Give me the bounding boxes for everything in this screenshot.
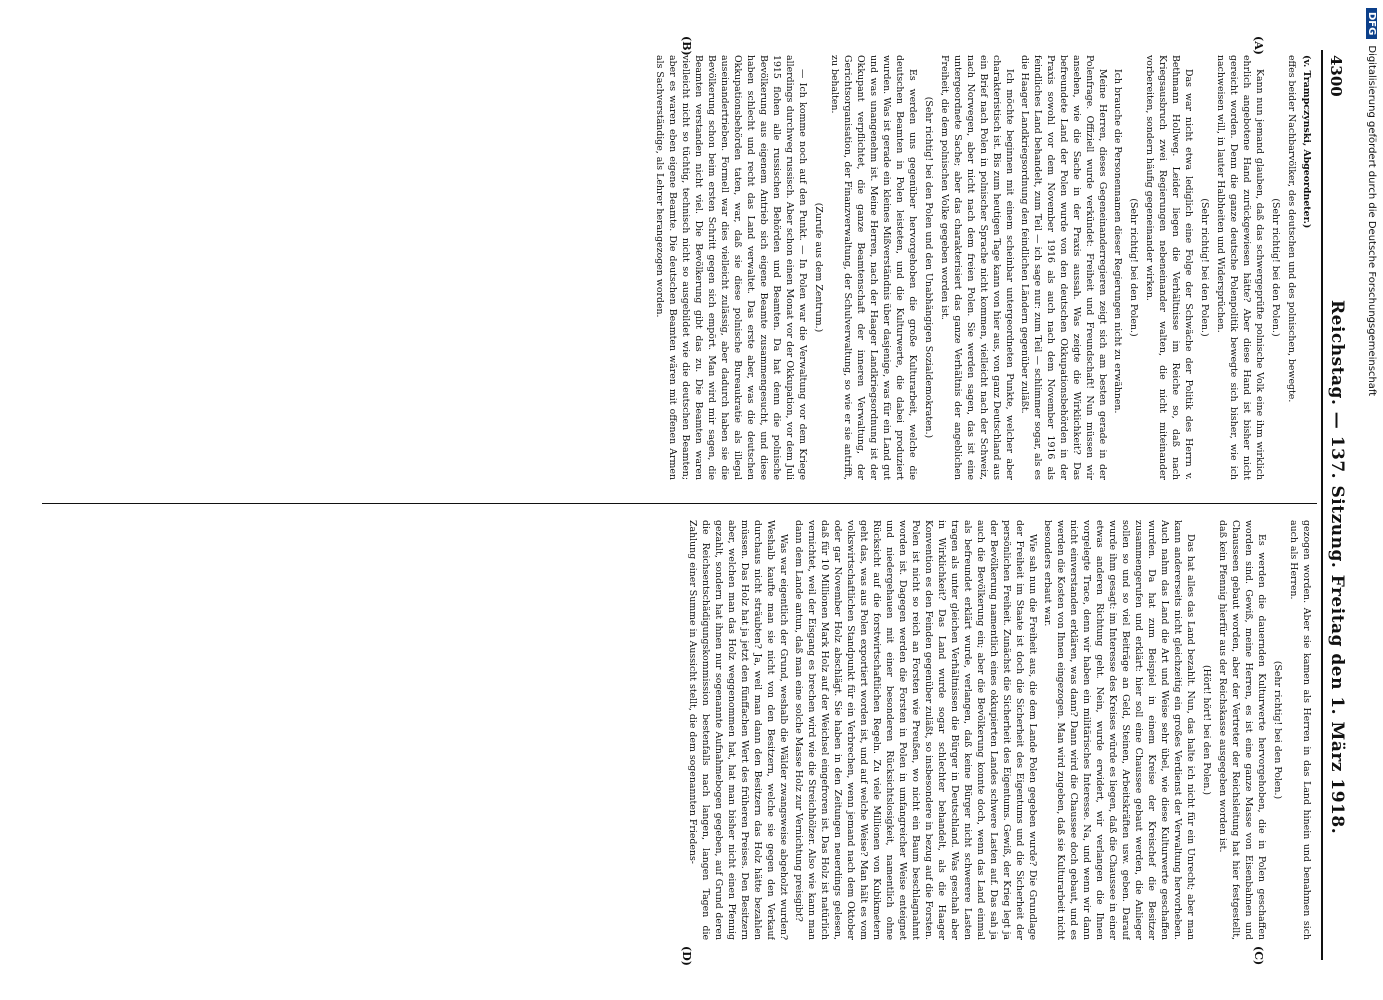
page-number: 4300 — [1327, 55, 1345, 97]
paragraph: Das war nicht etwa lediglich eine Folge der Schwäche der Politik des Herrn v. Bethmann Hollweg. Leider liegen die Verhältnisse im Reiche so, daß nach Kriegsausbruch zwei Regierungen nebeneinander walten, die nicht miteinander vorbereiten, sondern häufig gegeneinander wirken. — [1144, 55, 1194, 480]
digitization-credit: Digitalisierung gefördert durch die Deutsche Forschungsgemeinschaft — [1366, 45, 1377, 397]
margin-mark-c: (C) — [1252, 946, 1265, 966]
left-column — [48, 55, 1313, 480]
margin-mark-a: (A) — [1252, 36, 1265, 55]
running-title: Reichstag. — 137. Sitzung. Freitag den 1. März 1918. — [1327, 300, 1347, 835]
right-column — [48, 520, 1313, 940]
interjection: (Sehr richtig! bei den Polen und den Unabhängigen Sozialdemokraten.) — [923, 96, 934, 439]
paragraph: Wie sah nun die Freiheit aus, die dem Lande Polen gegeben wurde? Die Grundlage der Freiheit im Staate ist doch die Sicherheit des Eigentums und die Sicherheit der persönlichen Freiheit. Zunächst die Sicherheit des Eigentums. Gewiß, der Krieg legt ja der Bevölkerung namentlich eines okkupierten Landes schwere Lasten auf. Das sah ja auch die Bevölkerung ein; aber die Bevölkerung konnte doch, wenn das Land einmal als befreundet erklärt wurde, verlangen, daß keine Bürger nicht schwerere Lasten tragen als unter gleichen Verhältnissen die Bürger in Deutschland. Was geschah aber in Wirklichkeit? Das Land wurde sogar schlechter behandelt, als die Haager Konvention es den Feinden gegenüber zuläßt, so insbesondere in bezug auf die Forsten. Polen ist nicht so reich an Forsten wie Preußen, wo nicht ein Baum beschlagnahmt worden ist. Dagegen werden die Forsten in Polen in umfangreicher Weise enteignet und niedergehauen mit einer besonderen Rücksichtslosigkeit, namentlich ohne Rücksicht auf die forstwirtschaftlichen Regeln. Zu viele Millionen von Kubikmetern geht das, was aus Polen exportiert worden ist, und auf welche Weise? Man hält es vom volkswirtschaftlichen Standpunkt für ein Verbrechen, wenn jemand nach dem Oktober oder gar November Holz abschlägt. Sie haben in den Zeitungen neuerdings gelesen, daß für 10 Millionen Mark Holz auf der Weichsel eingefroren ist. Das Holz ist natürlich vernichtet, weil der Eisgang es brechen wird wie die Streichhölzer. Also wie kann man dann dem Lande antun, daß man eine solche Masse Holz zur Vernichtung preisgibt? — [793, 520, 1038, 940]
paragraph: Was war eigentlich der Grund, weshalb die Wälder zwangsweise abgeholzt wurden? Weshalb kaufte man sie nicht von den Besitzern, welche sie gegen den Verkauf durchaus nicht sträubten? Ja, weil man dann den Besitzern das Holz hätte bezahlen müssen. Das Holz hat ja jetzt den fünffachen Wert des früheren Preises. Den Besitzern aber, welchen man das Holz weggenommen hat, hat man bisher nicht einen Pfennig gezahlt, sondern hat ihnen nur sogenannte Aufnahmebogen gegeben, auf Grund deren die Reichsentschädigungskommission bestenfalls nach langen, langen Tagen die Zahlung einer Summe in Aussicht stellt, die dem sogenannten Friedens- — [687, 520, 789, 940]
interjection: (Sehr richtig! bei den Polen.) — [1270, 198, 1281, 337]
interjection: (Sehr richtig! bei den Polen.) — [1128, 198, 1139, 337]
paragraph: Meine Herren, dieses Gegeneinanderregieren zeigt sich am besten gerade in der Polenfrage. Offiziell wurde verkündet: Freiheit und Freundschaft! Nun müssen wir ansehen, wie die Sache in der Praxis aussah. Was zeigte die Wirklichkeit? Das befreundete Land der Polen wurde von den deutschen Okkupationsbehörden in der Praxis sowohl vor dem November 1916 als auch nach dem November 1916 als feindliches Land behandelt, zum Teil — ich sage nur: zum Teil — schlimmer sogar, als es die Haager Landkriegsordnung den feindlichen Ländern gegenüber zuläßt. — [1019, 55, 1108, 480]
digitization-note — [1361, 8, 1381, 988]
paragraph: Kann nun jemand glauben, daß das schwergeprüfte polnische Volk eine ihm wirklich ehrlich angebotene Hand zurückgewiesen hätte? Aber diese Hand ist bisher nicht gereicht worden. Denn die ganze deutsche Polenpolitik bewegte sich bisher, wie ich nachweisen will, in lauter Halbheiten und Widersprüchen. — [1215, 55, 1265, 480]
margin-mark-b: (B) — [680, 36, 693, 56]
paragraph: Es werden uns gegenüber hervorgehoben die große Kulturarbeit, welche die deutschen Beamten in Polen leisteten, und die Kulturwerte, die dabei produziert wurden. Was ist gerade ein kleines Mißverständnis über dasjenige, was für ein Land gut und was unangenehm ist. Meine Herren, nach der Haager Landkriegsordnung ist der Okkupant verpflichtet, die ganze Beamtenschaft der inneren Verwaltung, der Gerichtsorganisation, der Finanzverwaltung, der Schulverwaltung, so wie er sie antrifft, zu behalten. — [829, 55, 918, 480]
header-rule — [1321, 50, 1323, 960]
speaker-label: (v. Trampczynski, Abgeordneter.) — [1301, 55, 1312, 229]
paragraph: effes beider Nachbarvölker, des deutschen und des polnischen, bewegte. — [1286, 55, 1297, 403]
paragraph: — Ich komme noch auf den Punkt. — In Polen war die Verwaltung vor dem Kriege allerdings durchweg russisch. Aber schon einen Monat vor der Okkupation, vor dem Juli 1915 flohen alle russischen Behörden und Beamten. Da hat denn die polnische Bevölkerung aus eigenem Antrieb sich eigene Beamte zusammengesucht, und diese haben schlecht und recht das Land verwaltet. Das erste aber, was die deutschen Okkupationsbehörden taten, war, daß sie diese polnische Bureaukratie als illegal auseinandertrieben. Formell war dies vielleicht zulässig, aber dadurch haben sie die Bevölkerung schon beim ersten Schritt gegen sich empört. Man wird mir sagen, die Beamten verstanden nicht viel. Die Bevölkerung gibt das zu. Die Beamten waren vielleicht nicht so tüchtig, technisch nicht so ausgebildet wie die deutschen Beamten; aber es waren eben eigene Beamte. Die deutschen Beamten wären mit offenen Armen als Sachverständige, als Lehrer herangezogen worden. — [654, 55, 808, 480]
column-divider — [42, 503, 1317, 504]
interjection: (Zurufe aus dem Zentrum.) — [813, 202, 824, 333]
paragraph: Es werden die dauernden Kulturwerte hervorgehoben, die in Polen geschaffen worden sind. Gewiß, meine Herren, es ist eine ganze Masse von Eisenbahnen und Chausseen gebaut worden, aber der Vertreter der Reichsleitung hat hier festgestellt, daß kein Pfennig hierfür aus der Reichskasse ausgegeben worden ist. — [1217, 520, 1267, 940]
interjection: (Sehr richtig! bei den Polen.) — [1272, 660, 1283, 800]
paragraph: Das hat alles das Land bezahlt. Nun, das halte ich nicht für ein Unrecht; aber man kann andererseits nicht gleichzeitig ein großes Verdienst der Verwaltung hervorheben. Auch nahm das Land die Art und Weise sehr übel, wie diese Kulturwerte geschaffen wurden. Da hat zum Beispiel in einem Kreise der Kreischef die Besitzer zusammengerufen und erklärt: hier soll eine Chaussee gebaut werden, die Anlieger sollen so und so viel Beiträge an Geld, Steinen, Arbeitskräften usw. geben. Darauf wurde ihm gesagt: im Interesse des Kreises würde es liegen, daß die Chaussee in einer etwas anderen Richtung geht. Nein, wurde erwidert, wir verlangen die Ihnen vorgelegte Trace, denn wir haben ein militärisches Interesse. Na, und wenn wir dann nicht einverstanden erklären, was dann? Dann wird die Chaussee doch gebaut, und es werden die Kosten von Ihnen eingezogen. Man wird zugeben, daß sie Kulturarbeit nicht besonders erbaut war. — [1042, 520, 1196, 940]
margin-mark-d: (D) — [680, 946, 693, 966]
paragraph: gezogen worden. Aber sie kamen als Herren in das Land hinein und benahmen sich auch als Herren. — [1288, 520, 1312, 940]
interjection: (Hört! hört! bei den Polen.) — [1201, 664, 1212, 796]
paragraph: Ich möchte beginnen mit einem scheinbar untergeordneten Punkte, welcher aber charakteristisch ist. Bis zum heutigen Tage kann von hier aus, von ganz Deutschland aus ein Brief nach Polen in polnischer Sprache nicht kommen, vielleicht nach der Schweiz, nach Norwegen, aber nicht nach dem freien Polen. Sie werden sagen, das ist eine untergeordnete Sache; aber das charakterisiert das ganze Verhältnis der angeblichen Freiheit, die dem polnischen Volke gegeben worden ist. — [939, 55, 1015, 480]
dfg-logo: DFG — [1366, 8, 1377, 39]
interjection: (Sehr richtig! bei den Polen.) — [1199, 198, 1210, 337]
paragraph: Ich brauche die Personennamen dieser Regierungen nicht zu erwähnen. — [1112, 69, 1123, 414]
